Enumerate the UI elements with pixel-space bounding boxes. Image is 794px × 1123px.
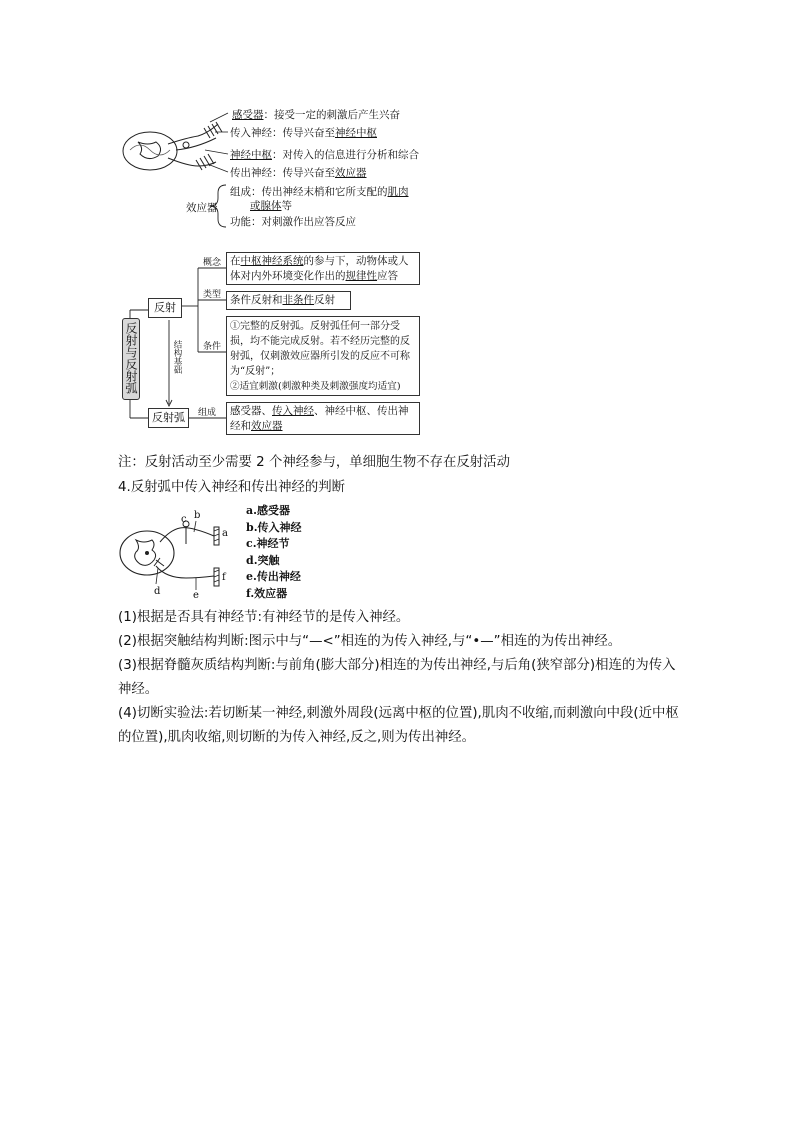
root-label: 反射与反射弧 <box>124 322 138 394</box>
type-unconditioned: 非条件 <box>282 294 314 306</box>
concept-ns: 中枢神经系统 <box>240 255 304 267</box>
efferent-target: 效应器 <box>335 167 367 179</box>
receptor-label: 感受器 <box>232 109 264 121</box>
composition-muscle: 肌肉 <box>387 186 409 198</box>
legend-item: f.效应器 <box>246 586 288 600</box>
condition-2: ②适宜刺激(刺激种类及刺激强度均适宜) <box>230 381 401 392</box>
legend-item: e.传出神经 <box>246 570 301 583</box>
legend-item: b.传入神经 <box>246 520 302 534</box>
letter-b: b <box>194 510 201 521</box>
letter-e: e <box>193 590 199 601</box>
letter-d: d <box>154 586 161 597</box>
center-label: 神经中枢 <box>230 149 272 161</box>
condition-label: 条件 <box>203 342 222 352</box>
center-desc: ：对传入的信息进行分析和综合 <box>272 149 419 161</box>
section-heading-4: 4.反射弧中传入神经和传出神经的判断 <box>118 480 346 495</box>
letter-c: c <box>181 514 187 525</box>
composition-effector: 效应器 <box>251 420 283 432</box>
composition-gland: 或腺体 <box>250 200 282 212</box>
afferent-label: 传入神经 <box>230 127 272 139</box>
function-line: 功能：对刺激作出应答反应 <box>230 216 356 228</box>
type-post: 反射 <box>314 294 335 306</box>
concept-mid: 的参与下，动物体或人体对内外环境变化作出的 <box>230 255 409 282</box>
composition-post: 等 <box>281 200 292 212</box>
arc-label: 反射弧 <box>152 411 185 424</box>
paragraph-3: (3)根据脊髓灰质结构判断:与前角(膨大部分)相连的为传出神经,与后角(狭窄部分)相连的为传入神经。 <box>118 658 676 697</box>
paragraph-2: (2)根据突触结构判断:图示中与“—<”相连的为传入神经,与“•—”相连的为传出神经。 <box>118 634 622 649</box>
concept-regularity: 规律性 <box>345 270 377 282</box>
composition-2: 、神经中枢、传出神经和 <box>230 405 409 432</box>
composition-1: 感受器、 <box>230 405 272 417</box>
type-text: 条件反射和 <box>230 294 283 306</box>
judgment-paragraphs <box>118 606 680 750</box>
composition-label: 组成 <box>198 408 217 418</box>
receptor-desc: ：接受一定的刺激后产生兴奋 <box>263 109 400 121</box>
afferent-target: 神经中枢 <box>335 127 377 139</box>
concept-text: 在 <box>230 255 241 267</box>
efferent-label: 传出神经 <box>230 167 272 179</box>
effector-label: 效应器 <box>186 202 218 214</box>
legend-item: a.感受器 <box>246 504 290 517</box>
composition-afferent: 传入神经 <box>272 405 314 417</box>
paragraph-1: (1)根据是否具有神经节:有神经节的是传入神经。 <box>118 610 410 625</box>
letter-f: f <box>222 572 226 583</box>
type-label: 类型 <box>203 290 222 300</box>
note-line: 注：反射活动至少需要 2 个神经参与，单细胞生物不存在反射活动 <box>118 455 510 470</box>
legend-item: c.神经节 <box>246 537 290 550</box>
composition-text: 组成：传出神经末梢和它所支配的 <box>230 186 388 198</box>
paragraph-4: (4)切断实验法:若切断某一神经,刺激外周段(远离中枢的位置),肌肉不收缩,而刺激向中段(近中枢的位置),肌肉收缩,则切断的为传入神经,反之,则为传出神经。 <box>118 706 679 745</box>
condition-1: ①完整的反射弧。反射弧任何一部分受损，均不能完成反射。若不经历完整的反射弧，仅刺激效应器所引发的反应不可称为“反射”； <box>230 321 410 377</box>
legend-list <box>246 503 302 602</box>
efferent-desc: ：传导兴奋至 <box>272 167 335 179</box>
concept-post: 应答 <box>377 270 398 282</box>
structural-basis-label: 结构基础 <box>172 340 182 374</box>
reflex-label: 反射 <box>154 301 176 314</box>
afferent-desc: ：传导兴奋至 <box>272 127 335 139</box>
concept-label: 概念 <box>203 258 222 268</box>
legend-item: d.突触 <box>246 553 280 567</box>
letter-a: a <box>222 528 228 539</box>
